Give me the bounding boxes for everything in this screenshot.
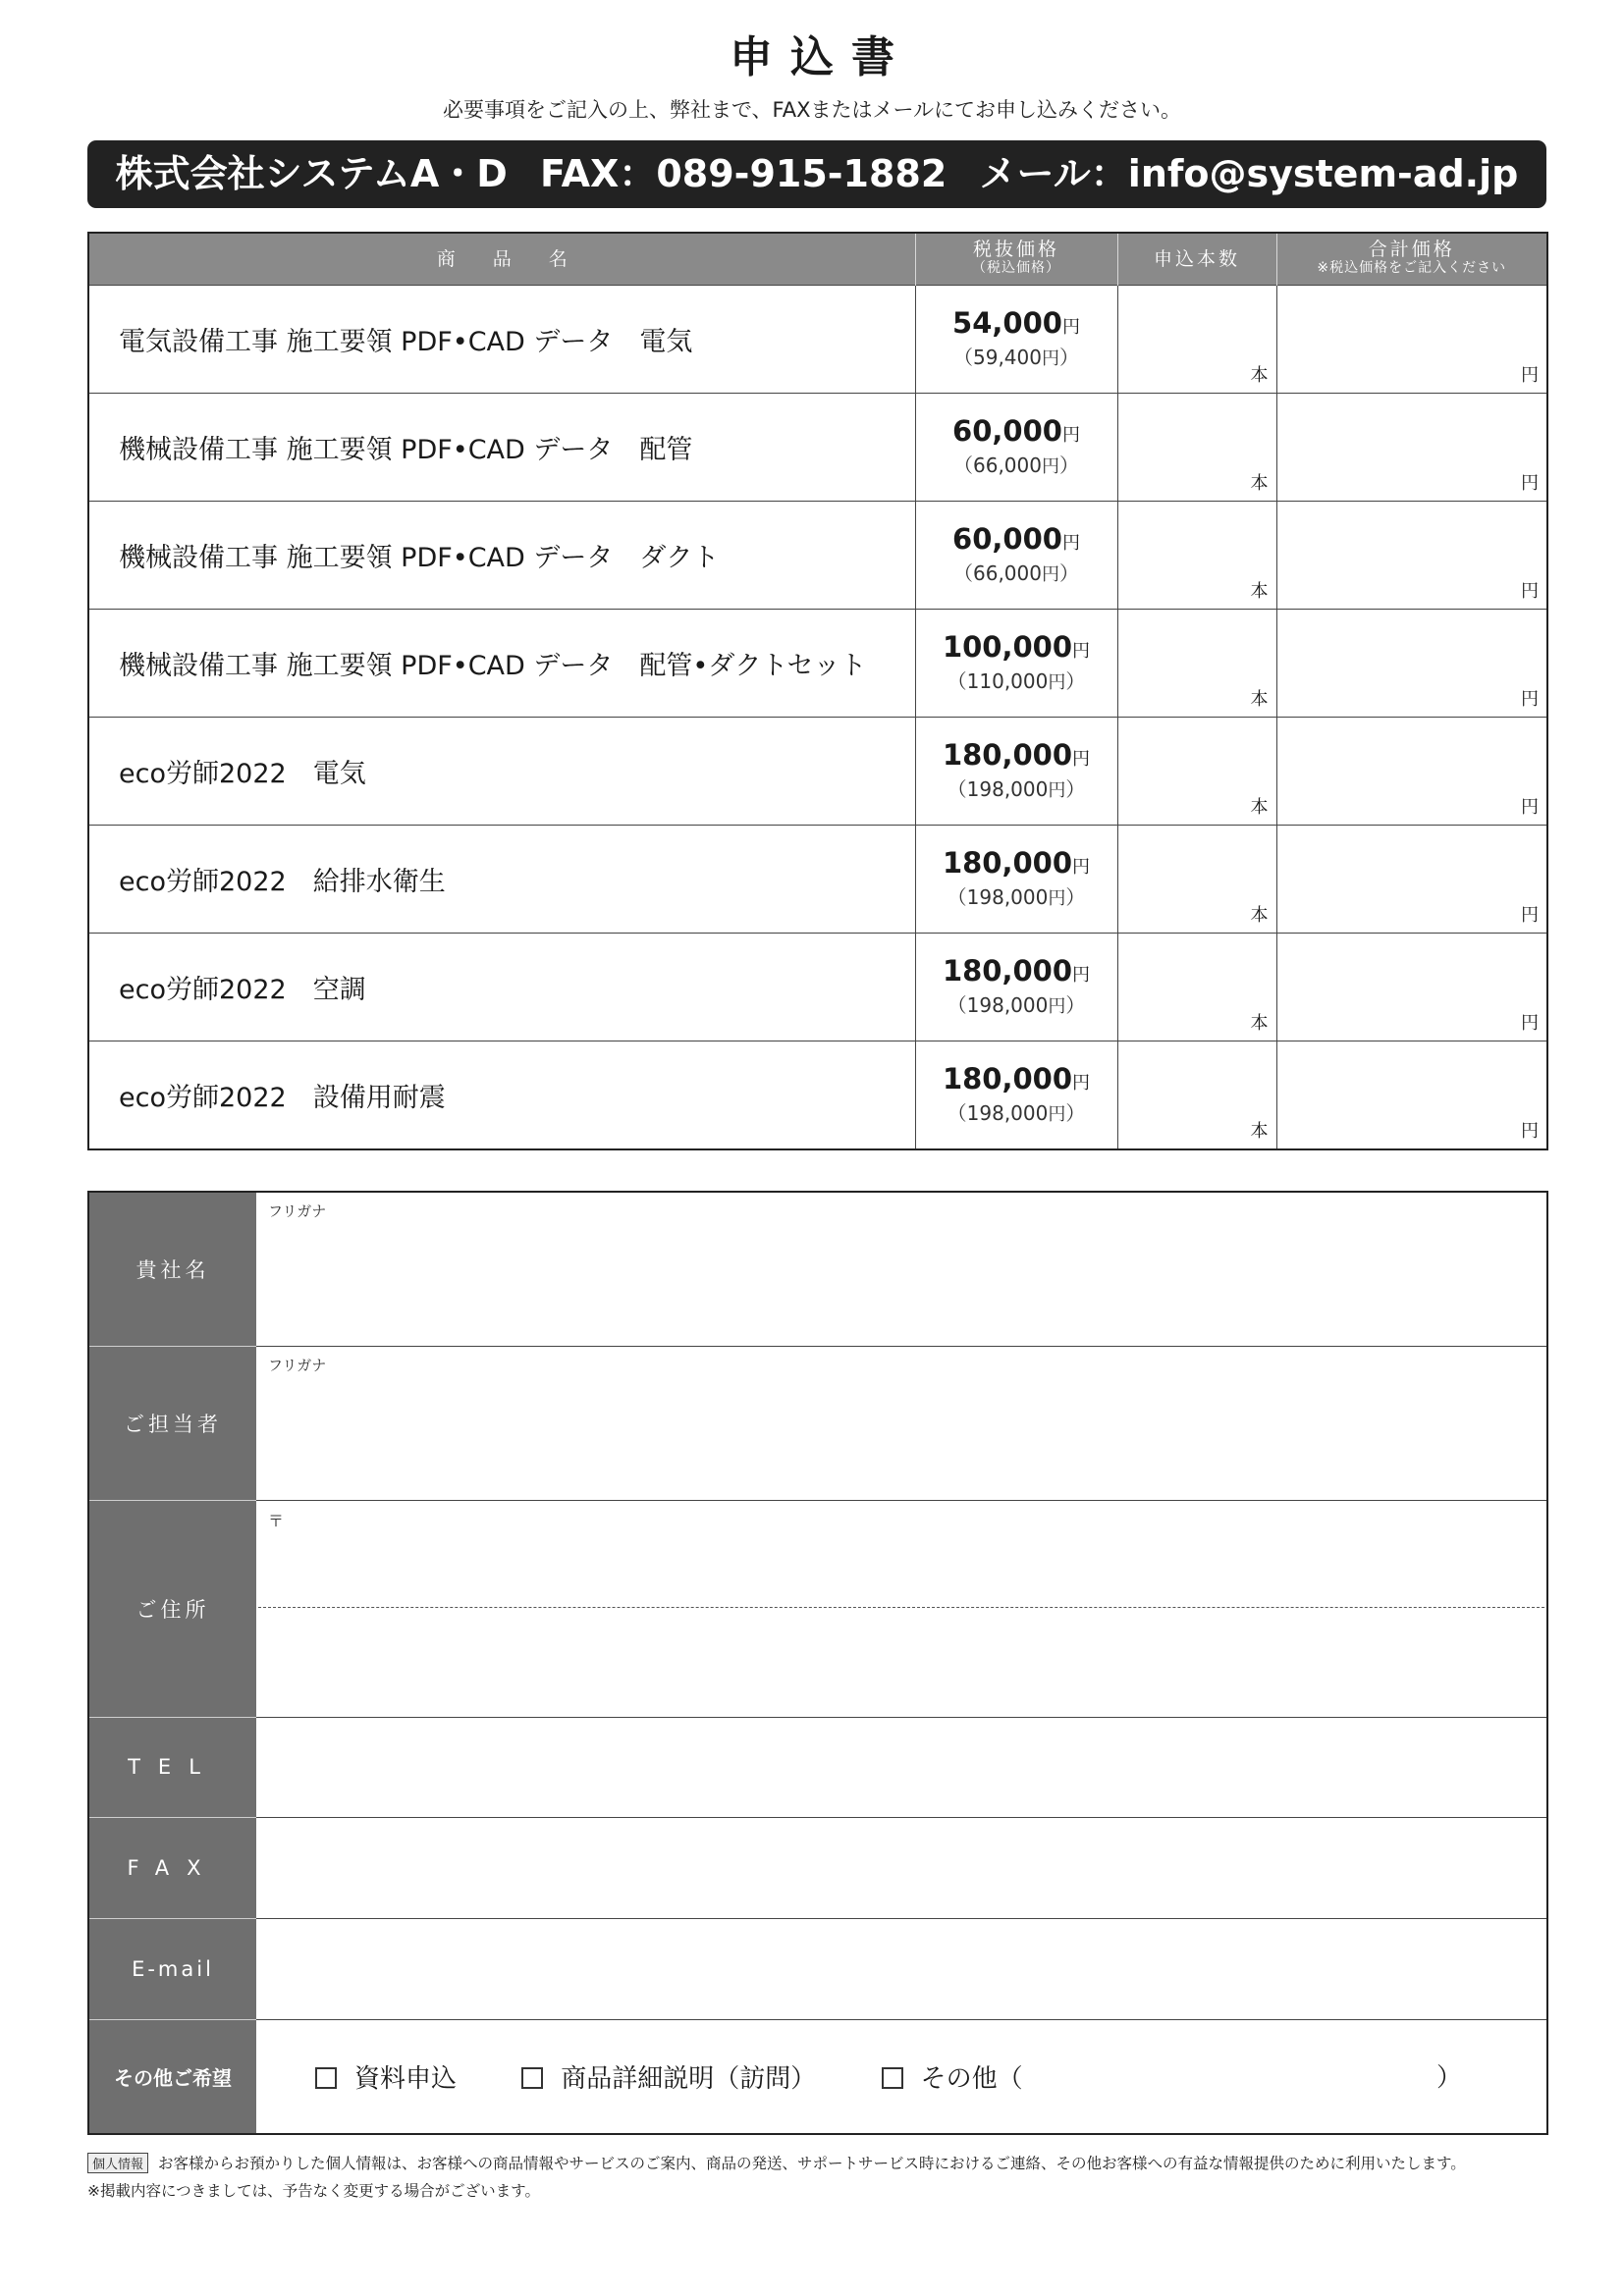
person-field[interactable] <box>256 1346 1547 1500</box>
product-name: 機械設備工事 施工要領 PDF•CAD データ ダクト <box>88 502 915 610</box>
col-header-name: 商 品 名 <box>88 233 915 286</box>
checkbox-icon[interactable] <box>315 2067 337 2089</box>
price-yen: 円 <box>1061 317 1080 338</box>
fax-field[interactable] <box>256 1817 1547 1918</box>
price-yen: 円 <box>1072 641 1091 662</box>
page-title: 申込書 <box>730 32 912 82</box>
person-label: ご担当者 <box>88 1346 256 1500</box>
price-incl-tax <box>916 668 1117 696</box>
fax-number: FAX：089-915-1882 <box>540 152 947 195</box>
col-header-price-sub: （税込価格） <box>972 260 1060 276</box>
tax-yen: 円 <box>1048 996 1066 1017</box>
product-name: 電気設備工事 施工要領 PDF•CAD データ 電気 <box>88 286 915 394</box>
price-incl-tax <box>916 1100 1117 1128</box>
form-row-email <box>88 1918 1547 2019</box>
price-excl-tax <box>916 306 1117 345</box>
option-visit[interactable] <box>521 2064 816 2094</box>
product-row <box>88 502 1547 610</box>
price-yen: 円 <box>1061 425 1080 446</box>
product-price <box>915 394 1117 502</box>
option-other[interactable] <box>882 2064 1023 2094</box>
tax-close: ） <box>1058 454 1079 477</box>
privacy-note: お客様からお預かりした個人情報は、お客様への商品情報やサービスのご案内、商品の発送、サポートサービス時におけるご連絡、その他お客様への有益な情報提供のために利用いたします。 <box>158 2155 1466 2172</box>
price-value: 180,000 <box>942 738 1073 772</box>
tax-close: ） <box>1058 346 1079 369</box>
price-excl-tax <box>916 1062 1117 1100</box>
total-unit: 円 <box>1521 689 1539 710</box>
form-row-other <box>88 2019 1547 2134</box>
option-other-close: ） <box>1435 2062 1462 2093</box>
col-header-total-sub: ※税込価格をご記入ください <box>1317 260 1507 276</box>
tax-value: （110,000 <box>947 669 1049 693</box>
product-table <box>87 232 1548 1150</box>
email-field[interactable] <box>256 1918 1547 2019</box>
col-header-price-main: 税抜価格 <box>972 239 1059 260</box>
product-price <box>915 934 1117 1041</box>
price-incl-tax <box>916 776 1117 804</box>
product-row <box>88 934 1547 1041</box>
person-furigana-label: フリガナ <box>268 1356 327 1374</box>
tax-yen: 円 <box>1041 348 1059 369</box>
total-unit: 円 <box>1521 1121 1539 1142</box>
price-excl-tax <box>916 846 1117 884</box>
tax-yen: 円 <box>1048 1104 1066 1125</box>
tax-yen: 円 <box>1048 780 1066 801</box>
price-value: 180,000 <box>942 1062 1073 1095</box>
price-incl-tax <box>916 345 1117 372</box>
product-row <box>88 1041 1547 1150</box>
total-unit: 円 <box>1521 1013 1539 1034</box>
email-address[interactable]: メール：info@system-ad.jp <box>979 152 1519 195</box>
fax-label: FAX <box>88 1817 256 1918</box>
customer-form <box>87 1191 1548 2135</box>
qty-field[interactable] <box>1117 286 1276 394</box>
total-unit: 円 <box>1521 365 1539 386</box>
total-unit: 円 <box>1521 473 1539 494</box>
price-yen: 円 <box>1072 965 1091 986</box>
qty-unit: 本 <box>1250 473 1269 494</box>
option-other-label: その他（ <box>920 2063 1023 2094</box>
price-value: 180,000 <box>942 846 1073 880</box>
qty-unit: 本 <box>1250 365 1269 386</box>
qty-unit: 本 <box>1250 581 1269 602</box>
price-value: 60,000 <box>952 522 1062 556</box>
product-price <box>915 718 1117 826</box>
product-name: eco労師2022 電気 <box>88 718 915 826</box>
company-name: 株式会社システムA・D <box>115 152 508 195</box>
qty-field[interactable] <box>1117 502 1276 610</box>
price-yen: 円 <box>1072 749 1091 770</box>
product-row <box>88 718 1547 826</box>
product-price <box>915 610 1117 718</box>
qty-field[interactable] <box>1117 718 1276 826</box>
tax-value: （59,400 <box>953 346 1042 369</box>
col-header-total <box>1276 233 1547 286</box>
price-excl-tax <box>916 522 1117 561</box>
price-incl-tax <box>916 992 1117 1020</box>
price-excl-tax <box>916 630 1117 668</box>
qty-unit: 本 <box>1250 1013 1269 1034</box>
qty-unit: 本 <box>1250 797 1269 818</box>
footer-notes <box>87 2152 1560 2207</box>
price-value: 54,000 <box>952 306 1062 340</box>
product-price <box>915 286 1117 394</box>
total-field[interactable] <box>1276 1041 1547 1150</box>
product-table-header <box>88 233 1547 286</box>
other-options <box>256 2019 1547 2134</box>
price-excl-tax <box>916 414 1117 453</box>
tax-value: （66,000 <box>953 454 1042 477</box>
product-price <box>915 826 1117 934</box>
qty-field[interactable] <box>1117 1041 1276 1150</box>
form-row-address <box>88 1500 1547 1717</box>
col-header-qty: 申込本数 <box>1117 233 1276 286</box>
price-excl-tax <box>916 954 1117 992</box>
product-row <box>88 826 1547 934</box>
col-header-price <box>915 233 1117 286</box>
product-price <box>915 1041 1117 1150</box>
price-value: 100,000 <box>942 630 1073 664</box>
tax-yen: 円 <box>1041 564 1059 585</box>
checkbox-icon[interactable] <box>521 2067 543 2089</box>
price-yen: 円 <box>1072 857 1091 878</box>
tax-yen: 円 <box>1048 672 1066 693</box>
other-label: その他ご希望 <box>88 2019 256 2134</box>
total-unit: 円 <box>1521 797 1539 818</box>
qty-field[interactable] <box>1117 610 1276 718</box>
form-row-company <box>88 1192 1547 1346</box>
total-field[interactable] <box>1276 286 1547 394</box>
total-field[interactable] <box>1276 394 1547 502</box>
company-furigana-label: フリガナ <box>268 1202 327 1220</box>
form-row-fax <box>88 1817 1547 1918</box>
qty-field[interactable] <box>1117 826 1276 934</box>
price-yen: 円 <box>1061 533 1080 554</box>
price-value: 60,000 <box>952 414 1062 448</box>
price-value: 180,000 <box>942 954 1073 988</box>
total-field[interactable] <box>1276 502 1547 610</box>
qty-unit: 本 <box>1250 1121 1269 1142</box>
qty-unit: 本 <box>1250 905 1269 926</box>
form-row-person <box>88 1346 1547 1500</box>
tax-yen: 円 <box>1048 888 1066 909</box>
contact-banner <box>87 140 1546 208</box>
address-divider <box>258 1607 1544 1608</box>
company-label: 貴社名 <box>88 1192 256 1346</box>
total-field[interactable] <box>1276 934 1547 1041</box>
postal-mark: 〒 <box>268 1511 285 1530</box>
total-unit: 円 <box>1521 905 1539 926</box>
col-header-total-main: 合計価格 <box>1368 239 1455 260</box>
tax-close: ） <box>1065 777 1086 801</box>
tax-close: ） <box>1065 993 1086 1017</box>
tax-value: （198,000 <box>947 993 1049 1017</box>
tax-yen: 円 <box>1041 456 1059 477</box>
product-row <box>88 286 1547 394</box>
price-yen: 円 <box>1072 1073 1091 1094</box>
product-name: eco労師2022 設備用耐震 <box>88 1041 915 1150</box>
product-name: 機械設備工事 施工要領 PDF•CAD データ 配管•ダクトセット <box>88 610 915 718</box>
tax-value: （198,000 <box>947 885 1049 909</box>
tax-close: ） <box>1058 561 1079 585</box>
price-excl-tax <box>916 738 1117 776</box>
option-materials-label: 資料申込 <box>354 2063 458 2094</box>
option-materials[interactable] <box>315 2064 457 2094</box>
total-unit: 円 <box>1521 581 1539 602</box>
product-name: eco労師2022 空調 <box>88 934 915 1041</box>
option-visit-label: 商品詳細説明（訪問） <box>561 2063 817 2094</box>
product-price <box>915 502 1117 610</box>
tax-close: ） <box>1065 1101 1086 1125</box>
privacy-tag: 個人情報 <box>87 2153 148 2173</box>
tax-close: ） <box>1065 669 1086 693</box>
tax-value: （198,000 <box>947 777 1049 801</box>
change-note: ※掲載内容につきましては、予告なく変更する場合がございます。 <box>87 2182 540 2200</box>
qty-unit: 本 <box>1250 689 1269 710</box>
qty-field[interactable] <box>1117 934 1276 1041</box>
address-field[interactable] <box>256 1500 1547 1717</box>
price-incl-tax <box>916 884 1117 912</box>
checkbox-icon[interactable] <box>882 2067 903 2089</box>
product-row <box>88 610 1547 718</box>
page-subtitle: 必要事項をご記入の上、弊社まで、FAXまたはメールにてお申し込みください。 <box>442 98 1182 122</box>
total-field[interactable] <box>1276 826 1547 934</box>
tel-label: TEL <box>88 1717 256 1817</box>
total-field[interactable] <box>1276 718 1547 826</box>
product-name: 機械設備工事 施工要領 PDF•CAD データ 配管 <box>88 394 915 502</box>
price-incl-tax <box>916 453 1117 480</box>
tax-close: ） <box>1065 885 1086 909</box>
company-field[interactable] <box>256 1192 1547 1346</box>
price-incl-tax <box>916 561 1117 588</box>
product-row <box>88 394 1547 502</box>
email-label: E-mail <box>88 1918 256 2019</box>
total-field[interactable] <box>1276 610 1547 718</box>
form-row-tel <box>88 1717 1547 1817</box>
product-name: eco労師2022 給排水衛生 <box>88 826 915 934</box>
qty-field[interactable] <box>1117 394 1276 502</box>
tax-value: （198,000 <box>947 1101 1049 1125</box>
tel-field[interactable] <box>256 1717 1547 1817</box>
tax-value: （66,000 <box>953 561 1042 585</box>
address-label: ご住所 <box>88 1500 256 1717</box>
